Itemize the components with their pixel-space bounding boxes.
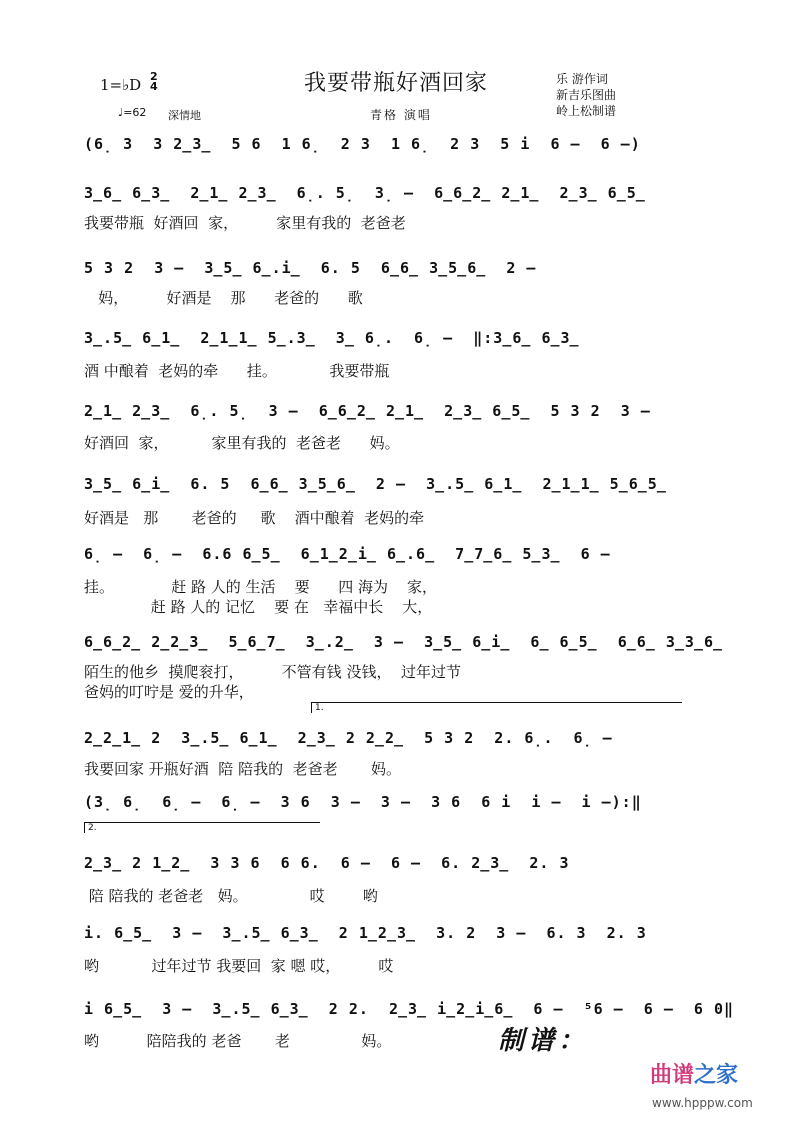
- site-logo: [650, 1058, 738, 1089]
- first-ending-bracket: [311, 702, 682, 713]
- score-row-5-lyric: 好酒回 家， 家里有我的 老爸老 妈。: [84, 434, 400, 452]
- score-row-5-notes: 2̲1̲ 2̲3̲ 6̣. 5̣ 3 – 6̲6̲2̲ 2̲1̲ 2̲3̲ 6̲5̲ 5 3 2 3 –: [84, 402, 651, 420]
- score-row-9-notes: 2̲2̲1̲ 2 3̲.5̲ 6̲1̲ 2̲3̲ 2 2̲2̲ 5 3 2 2. 6̣. 6̣ –: [84, 729, 613, 747]
- second-ending-label: 2.: [88, 823, 97, 833]
- score-row-2-notes: 3̲6̲ 6̲3̲ 2̲1̲ 2̲3̲ 6̣. 5̣ 3̣ – 6̲6̲2̲ 2̲1̲ 2̲3̲ 6̲5̲: [84, 184, 646, 202]
- second-ending-bracket: [84, 822, 320, 833]
- score-row-8-notes: 6̲6̲2̲ 2̲2̲3̲ 5̲6̲7̲ 3̲.2̲ 3 – 3̲5̲ 6̲i̲ 6̲ 6̲5̲ 6̲6̲ 3̲3̲6̲: [84, 633, 724, 651]
- song-title: 我要带瓶好酒回家: [303, 71, 488, 96]
- logo-text-part2: 之家: [694, 1063, 739, 1088]
- score-row-3-lyric: 妈， 好酒是 那 老爸的 歌: [84, 289, 363, 307]
- score-row-3-notes: 5 3 2 3 – 3̲5̲ 6̲.i̲ 6. 5 6̲6̲ 3̲5̲6̲ 2 –: [84, 259, 537, 277]
- score-row-8-lyric: 陌生的他乡 摸爬衮打， 不管有钱 没钱， 过年过节: [84, 663, 461, 681]
- score-row-8-lyric-verse2: 爸妈的叮咛是 爱的升华，: [84, 683, 254, 701]
- score-row-11-notes: 2̲3̲ 2 1̲2̲ 3 3 6 6 6. 6 – 6 – 6. 2̲3̲ 2. 3: [84, 854, 570, 872]
- score-row-7-notes: 6̣ – 6̣ – 6.6 6̲5̲ 6̲1̲2̲i̲ 6̲.6̲ 7̲7̲6̲ 5̲3̲ 6 –: [84, 545, 611, 563]
- score-row-7-lyric-verse2: 赶 路 人的 记忆 要 在 幸福中长 大，: [84, 598, 433, 616]
- first-ending-label: 1.: [315, 703, 324, 713]
- key-signature: 1=♭D: [100, 76, 142, 94]
- transcriber-credit: 岭上松制谱: [556, 104, 617, 118]
- score-row-11-lyric: 陪 陪我的 老爸老 妈。 哎 哟: [84, 887, 378, 905]
- expression-mark: 深情地: [168, 109, 201, 122]
- logo-text-part1: 曲谱: [650, 1063, 695, 1088]
- lyricist-credit: 乐 游作词: [556, 72, 608, 86]
- site-url: www.hpppw.com: [652, 1096, 753, 1110]
- score-row-2-lyric: 我要带瓶 好酒回 家， 家里有我的 老爸老: [84, 214, 406, 232]
- score-row-4-notes: 3̲.5̲ 6̲1̲ 2̲1̲1̲ 5̲.3̲ 3̲ 6̣. 6̣ – ‖:3̲6̲ 6̲3̲: [84, 329, 580, 347]
- score-row-7-lyric: 挂。 赶 路 人的 生活 要 四 海为 家，: [84, 578, 438, 596]
- score-row-12-lyric: 哟 过年过节 我要回 家 嗯 哎， 哎: [84, 957, 394, 975]
- score-row-12-notes: i. 6̲5̲ 3 – 3̲.5̲ 6̲3̲ 2 1̲2̲3̲ 3. 2 3 – 6. 3 2. 3: [84, 924, 647, 942]
- score-row-9-lyric: 我要回家 开瓶好酒 陪 陪我的 老爸老 妈。: [84, 760, 401, 778]
- score-row-6-lyric: 好酒是 那 老爸的 歌 酒中酿着 老妈的牵: [84, 509, 425, 527]
- transcriber-signature: 制谱：: [498, 1026, 589, 1056]
- singer-credit: 青格 演唱: [370, 108, 432, 122]
- score-row-4-lyric: 酒 中酿着 老妈的牵 挂。 我要带瓶: [84, 362, 390, 380]
- meter-bottom: 4: [150, 80, 158, 93]
- score-row-6-notes: 3̲5̲ 6̲i̲ 6. 5 6̲6̲ 3̲5̲6̲ 2 – 3̲.5̲ 6̲1̲ 2̲1̲1̲ 5̲6̲5̲: [84, 475, 667, 493]
- score-row-13-notes: i 6̲5̲ 3 – 3̲.5̲ 6̲3̲ 2 2. 2̲3̲ i̲2̲i̲6̲ 6 – ⁵6 – 6 – 6 0‖: [84, 1000, 735, 1018]
- composer-credit: 新吉乐图曲: [556, 88, 617, 102]
- meter-top: 2: [150, 70, 158, 83]
- tempo-mark: ♩=62: [118, 106, 147, 119]
- score-row-10-notes: (3̣ 6̣ 6̣ – 6̣ – 3 6 3 – 3 – 3 6 6 i i – i –):‖: [84, 793, 642, 811]
- score-row-1-notes: (6̣ 3 3 2̲3̲ 5 6 1 6̣ 2 3 1 6̣ 2 3 5 i 6 – 6 –): [84, 135, 641, 153]
- score-row-13-lyric: 哟 陪陪我的 老爸 老 妈。: [84, 1032, 392, 1050]
